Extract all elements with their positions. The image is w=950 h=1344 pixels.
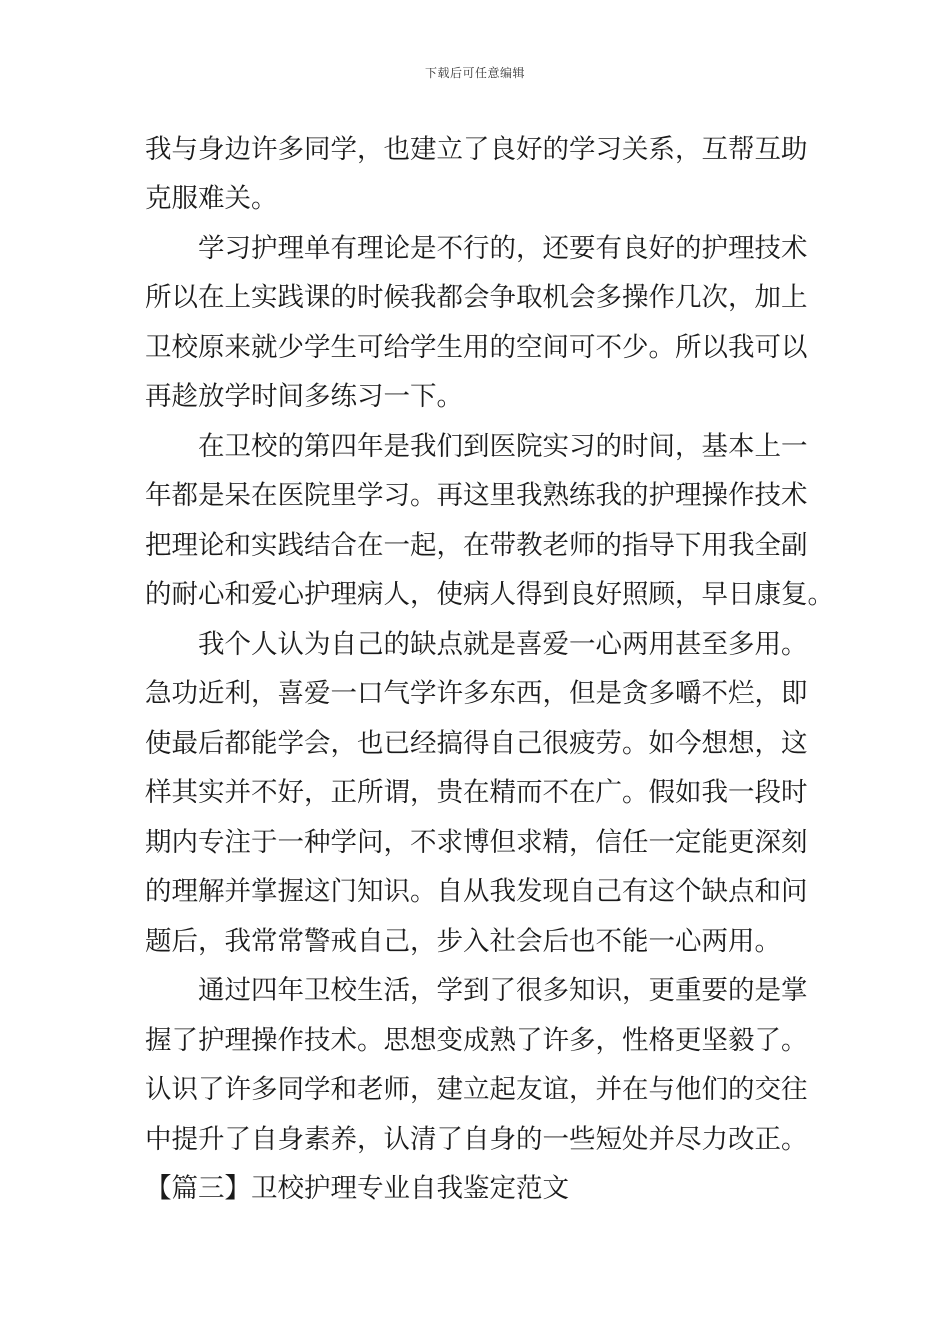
text-line: 我与身边许多同学，也建立了良好的学习关系，互帮互助 xyxy=(145,134,808,165)
text-line: 的耐心和爱心护理病人，使病人得到良好照顾，早日康复。 xyxy=(145,579,834,610)
text-line: 急功近利，喜爱一口气学许多东西，但是贪多嚼不烂，即 xyxy=(145,678,808,709)
text-line: 认识了许多同学和老师，建立起友谊，并在与他们的交往 xyxy=(145,1074,808,1105)
page-header: 下载后可任意编辑 xyxy=(424,66,525,80)
paragraph-start-line: 学习护理单有理论是不行的，还要有良好的护理技术 xyxy=(198,233,808,264)
text-line: 样其实并不好，正所谓，贵在精而不在广。假如我一段时 xyxy=(145,777,808,808)
section-heading: 【篇三】卫校护理专业自我鉴定范文 xyxy=(145,1173,569,1204)
text-line: 期内专注于一种学问，不求博但求精，信任一定能更深刻 xyxy=(145,827,808,858)
paragraph-start-line: 我个人认为自己的缺点就是喜爱一心两用甚至多用。 xyxy=(198,629,808,660)
text-line: 年都是呆在医院里学习。再这里我熟练我的护理操作技术 xyxy=(145,480,808,511)
text-line: 使最后都能学会，也已经搞得自己很疲劳。如今想想，这 xyxy=(145,728,808,759)
paragraph-start-line: 在卫校的第四年是我们到医院实习的时间，基本上一 xyxy=(198,431,808,462)
text-line: 克服难关。 xyxy=(145,183,278,214)
text-line: 中提升了自身素养，认清了自身的一些短处并尽力改正。 xyxy=(145,1124,808,1155)
text-line: 所以在上实践课的时候我都会争取机会多操作几次，加上 xyxy=(145,282,808,313)
paragraph-start-line: 通过四年卫校生活，学到了很多知识，更重要的是掌 xyxy=(198,975,808,1006)
text-line: 握了护理操作技术。思想变成熟了许多，性格更坚毅了。 xyxy=(145,1025,808,1056)
text-line: 再趁放学时间多练习一下。 xyxy=(145,381,463,412)
text-line: 把理论和实践结合在一起，在带教老师的指导下用我全副 xyxy=(145,530,808,561)
text-line: 题后，我常常警戒自己，步入社会后也不能一心两用。 xyxy=(145,926,781,957)
text-line: 卫校原来就少学生可给学生用的空间可不少。所以我可以 xyxy=(145,332,808,363)
text-line: 的理解并掌握这门知识。自从我发现自己有这个缺点和问 xyxy=(145,876,808,907)
